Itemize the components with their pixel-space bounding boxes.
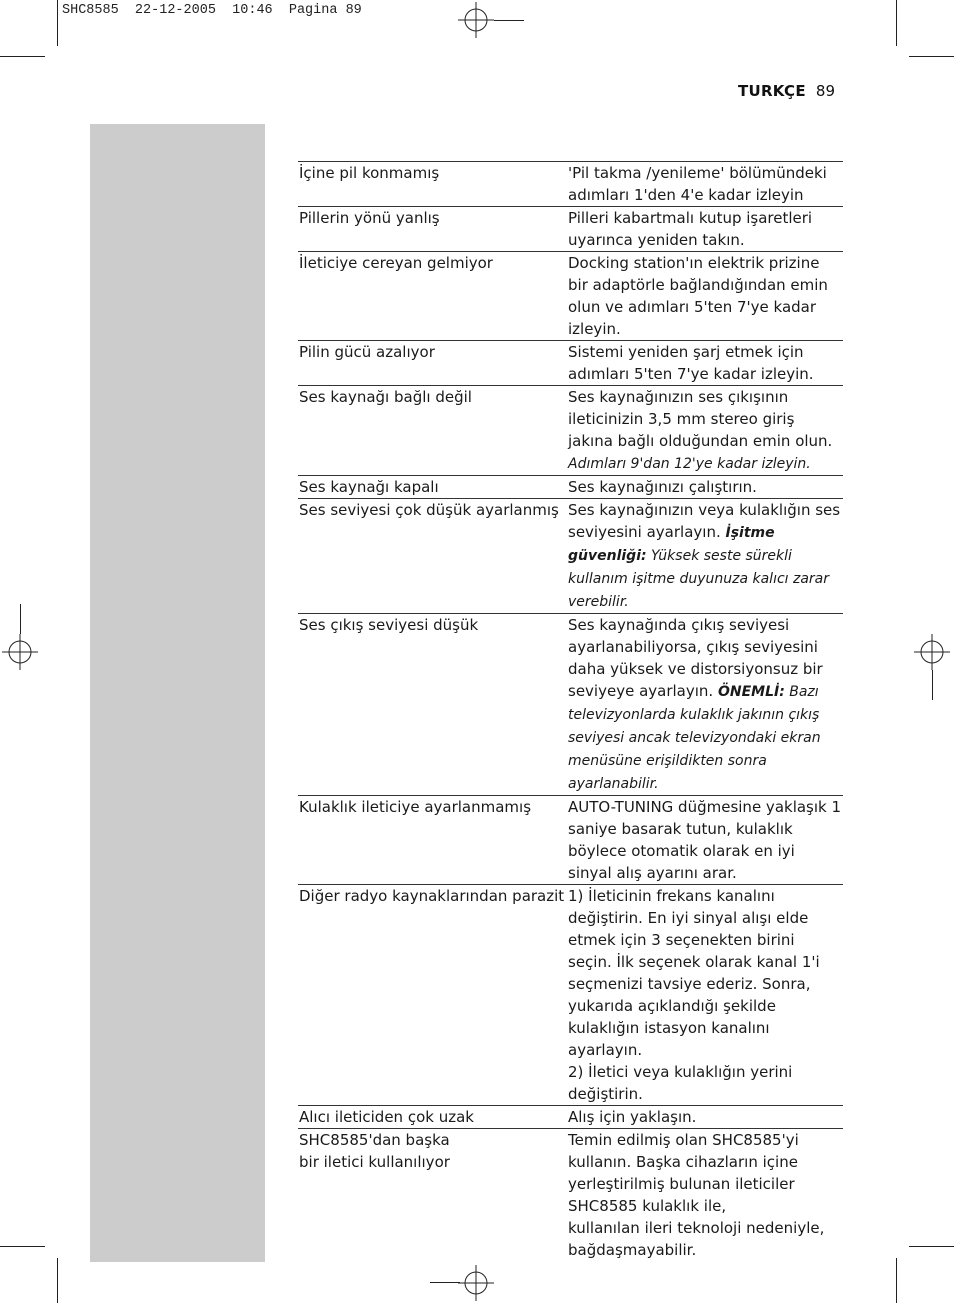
- solution-cell: [568, 341, 843, 385]
- table-row: [298, 795, 843, 884]
- table-row: [298, 251, 843, 340]
- solution-cell: [568, 207, 843, 251]
- sidebar-band: [90, 124, 265, 1262]
- solution-cell: [568, 1129, 843, 1261]
- solution-cell: [568, 1106, 843, 1128]
- crop-mark: [494, 20, 524, 21]
- crop-mark: [909, 56, 954, 57]
- solution-cell: [568, 885, 843, 1105]
- problem-text: Ses kaynağı bağlı değil: [299, 388, 472, 406]
- solution-text: Alış için yaklaşın.: [568, 1108, 697, 1126]
- warning-label: ÖNEMLİ:: [717, 684, 785, 700]
- solution-text: Ses kaynağınızın veya kulaklığın ses seviyesini ayarlayın.: [568, 501, 841, 541]
- page-number: 89: [815, 82, 835, 100]
- solution-text: Pilleri kabartmalı kutup işaretleri uyarınca yeniden takın.: [568, 209, 813, 249]
- problem-cell: [298, 386, 568, 475]
- note-text: Yüksek seste sürekli kullanım işitme duyunuza kalıcı zarar verebilir.: [568, 548, 830, 610]
- problem-text: Alıcı ileticiden çok uzak: [299, 1108, 474, 1126]
- problem-cell: [298, 476, 568, 498]
- solution-text: Ses kaynağınızı çalıştırın.: [568, 478, 757, 496]
- solution-text: Docking station'ın elektrik prizine bir adaptörle bağlandığından emin olun ve adımları 5'ten 7'ye kadar izleyin.: [568, 254, 828, 338]
- problem-cell: [298, 162, 568, 206]
- slug-date: 22-12-2005: [134, 3, 216, 18]
- solution-text: 2) İletici veya kulaklığın yerini değiştirin.: [568, 1063, 793, 1103]
- registration-mark-icon: [458, 1265, 494, 1301]
- table-row: [298, 884, 843, 1105]
- problem-cell: [298, 614, 568, 795]
- solution-text: AUTO-TUNING düğmesine yaklaşık 1 saniye basarak tutun, kulaklık böylece otomatik olarak en iyi sinyal alış ayarını arar.: [568, 798, 842, 882]
- solution-cell: [568, 252, 843, 340]
- solution-cell: [568, 499, 843, 613]
- slug-code: SHC8585: [62, 3, 119, 18]
- crop-mark: [430, 1282, 460, 1283]
- table-row: [298, 385, 843, 475]
- warning-label: İşitme güvenliği:: [568, 525, 775, 564]
- solution-cell: [568, 796, 843, 884]
- problem-text: Diğer radyo kaynaklarından parazit: [299, 887, 565, 905]
- problem-cell: [298, 885, 568, 1105]
- problem-cell: [298, 499, 568, 613]
- solution-cell: [568, 162, 843, 206]
- solution-text: kullanılan ileri teknoloji nedeniyle, bağdaşmayabilir.: [568, 1219, 825, 1259]
- registration-mark-icon: [458, 2, 494, 38]
- note-text: Adımları 9'dan 12'ye kadar izleyin.: [568, 456, 811, 472]
- problem-text: Ses kaynağı kapalı: [299, 478, 439, 496]
- solution-cell: [568, 476, 843, 498]
- problem-cell: [298, 796, 568, 884]
- table-row: [298, 475, 843, 498]
- solution-text: Ses kaynağında çıkış seviyesi ayarlanabiliyorsa, çıkış seviyesini daha yüksek ve distorsiyonsuz bir seviyeye ayarlayın.: [568, 616, 823, 700]
- crop-mark: [57, 0, 58, 46]
- solution-cell: [568, 614, 843, 795]
- table-row: [298, 1105, 843, 1128]
- problem-text: İleticiye cereyan gelmiyor: [299, 254, 493, 272]
- registration-mark-icon: [914, 634, 950, 670]
- problem-text: Ses çıkış seviyesi düşük: [299, 616, 479, 634]
- problem-cell: [298, 252, 568, 340]
- table-row: [298, 161, 843, 206]
- problem-text: Ses seviyesi çok düşük ayarlanmış: [299, 501, 559, 519]
- printer-slug: [62, 3, 362, 18]
- crop-mark: [896, 0, 897, 46]
- problem-text: SHC8585'dan başka: [299, 1131, 450, 1149]
- problem-cell: [298, 1129, 568, 1261]
- table-row: [298, 206, 843, 251]
- language-label: TURKÇE: [737, 82, 806, 100]
- solution-text: Temin edilmiş olan SHC8585'yi kullanın. Başka cihazların içine yerleştirilmiş bulunan ileticiler SHC8585 kulaklık ile,: [568, 1131, 799, 1215]
- solution-text: Ses kaynağınızın ses çıkışının ileticinizin 3,5 mm stereo giriş jakına bağlı olduğundan emin olun.: [568, 388, 833, 450]
- crop-mark: [896, 1258, 897, 1303]
- problem-cell: [298, 341, 568, 385]
- registration-mark-icon: [2, 634, 38, 670]
- problem-text: İçine pil konmamış: [299, 164, 440, 182]
- problem-cell: [298, 1106, 568, 1128]
- solution-text: 1) İleticinin frekans kanalını değiştirin. En iyi sinyal alışı elde etmek için 3 seçenekten birini seçin. İlk seçenek olarak kanal 1'i seçmenizi tavsiye ederiz. Sonra, yukarıda açıklandığı şekilde kulaklığın istasyon kanalını ayarlayın.: [568, 887, 820, 1059]
- crop-mark: [0, 56, 45, 57]
- crop-mark: [932, 670, 933, 700]
- problem-text: Pilin gücü azalıyor: [299, 343, 435, 361]
- solution-text: Sistemi yeniden şarj etmek için adımları 5'ten 7'ye kadar izleyin.: [568, 343, 814, 383]
- table-row: [298, 340, 843, 385]
- crop-mark: [57, 1258, 58, 1303]
- table-row: [298, 1128, 843, 1261]
- slug-time: 10:46: [232, 3, 273, 18]
- solution-cell: [568, 386, 843, 475]
- slug-pagina: Pagina 89: [288, 3, 362, 18]
- problem-text: bir iletici kullanılıyor: [299, 1153, 450, 1171]
- problem-cell: [298, 207, 568, 251]
- table-row: [298, 613, 843, 795]
- crop-mark: [909, 1246, 954, 1247]
- problem-text: Kulaklık ileticiye ayarlanmamış: [299, 798, 532, 816]
- crop-mark: [20, 604, 21, 634]
- solution-text: 'Pil takma /yenileme' bölümündeki adımları 1'den 4'e kadar izleyin: [568, 164, 827, 204]
- crop-mark: [0, 1246, 45, 1247]
- problem-text: Pillerin yönü yanlış: [299, 209, 440, 227]
- note-text: Bazı televizyonlarda kulaklık jakının çıkış seviyesi ancak televizyondaki ekran menüsüne erişildikten sonra ayarlanabilir.: [568, 684, 821, 792]
- page-header: [738, 82, 835, 100]
- table-row: [298, 498, 843, 613]
- troubleshooting-table: [298, 161, 843, 1261]
